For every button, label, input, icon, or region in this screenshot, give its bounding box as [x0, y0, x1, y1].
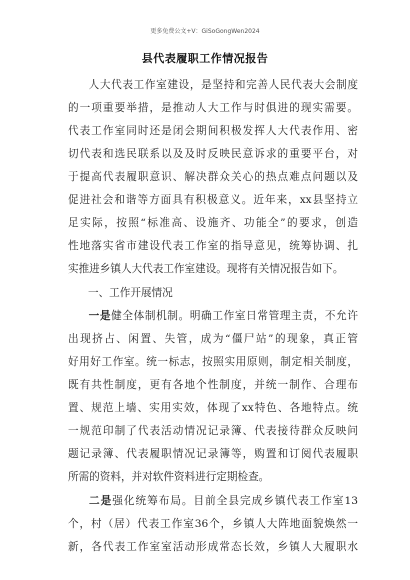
- paragraph-line: 好用好工作室。统一标志，按照实用原则，制定相关制度，: [68, 356, 358, 368]
- paragraph-line: 二是强化统筹布局。目前全县完成乡镇代表工作室13: [88, 495, 358, 507]
- section-heading: 一、工作开展情况: [88, 287, 173, 299]
- paragraph-line: 置、规范上墙、实用实效，体现了xx特色、各地特点。统: [68, 402, 358, 414]
- paragraph-line: 出现挤占、闲置、失管，成为“僵尸站”的现象，真正管: [68, 333, 358, 345]
- header-watermark: 更多免费公文+V：GiSoGongWen2024: [150, 28, 260, 35]
- paragraph-line: 的一项重要举措，是推动人大工作与时俱进的现实需要。: [68, 102, 358, 114]
- paragraph-line: 一规范印制了代表活动情况记录簿、代表接待群众反映问: [68, 425, 358, 437]
- paragraph-line: 性地落实省市建设代表工作室的指导意见，统筹协调、扎: [68, 240, 358, 252]
- paragraph-line: 一是健全体制机制。明确工作室日常管理主责，不允许: [88, 310, 358, 322]
- paragraph-line: 所需的资料，并对软件资料进行定期检查。: [68, 471, 270, 483]
- paragraph-line: 题记录簿、代表履职情况记录簿等，购置和订阅代表履职: [68, 448, 358, 460]
- paragraph-line: 实推进乡镇人大代表工作室建设。现将有关情况报告如下。: [68, 263, 344, 275]
- paragraph-line: 新，各代表工作室室活动形成常态长效，乡镇人大履职水: [68, 541, 358, 553]
- paragraph-line: 既有共性制度，更有各地个性制度，并统一制作、合理布: [68, 379, 358, 391]
- paragraph-line: 人大代表工作室建设，是坚持和完善人民代表大会制度: [88, 79, 358, 91]
- lead-in-bold: 一是: [88, 310, 112, 322]
- paragraph-line: 个，村（居）代表工作室36个，乡镇人大阵地面貌焕然一: [68, 518, 358, 530]
- paragraph-line: 促进社会和谐等方面具有积极意义。近年来，xx县坚持立: [68, 194, 358, 206]
- lead-in-bold: 二是: [88, 495, 113, 507]
- paragraph-line: 足实际，按照“标准高、设施齐、功能全”的要求，创造: [68, 217, 358, 229]
- paragraph-line: 于提高代表履职意识、解决群众关心的热点难点问题以及: [68, 171, 358, 183]
- paragraph-line: 切代表和选民联系以及及时反映民意诉求的重要平台，对: [68, 148, 358, 160]
- document-title: 县代表履职工作情况报告: [141, 52, 269, 65]
- paragraph-line: 代表工作室同时还是闭会期间积极发挥人大代表作用、密: [68, 125, 358, 137]
